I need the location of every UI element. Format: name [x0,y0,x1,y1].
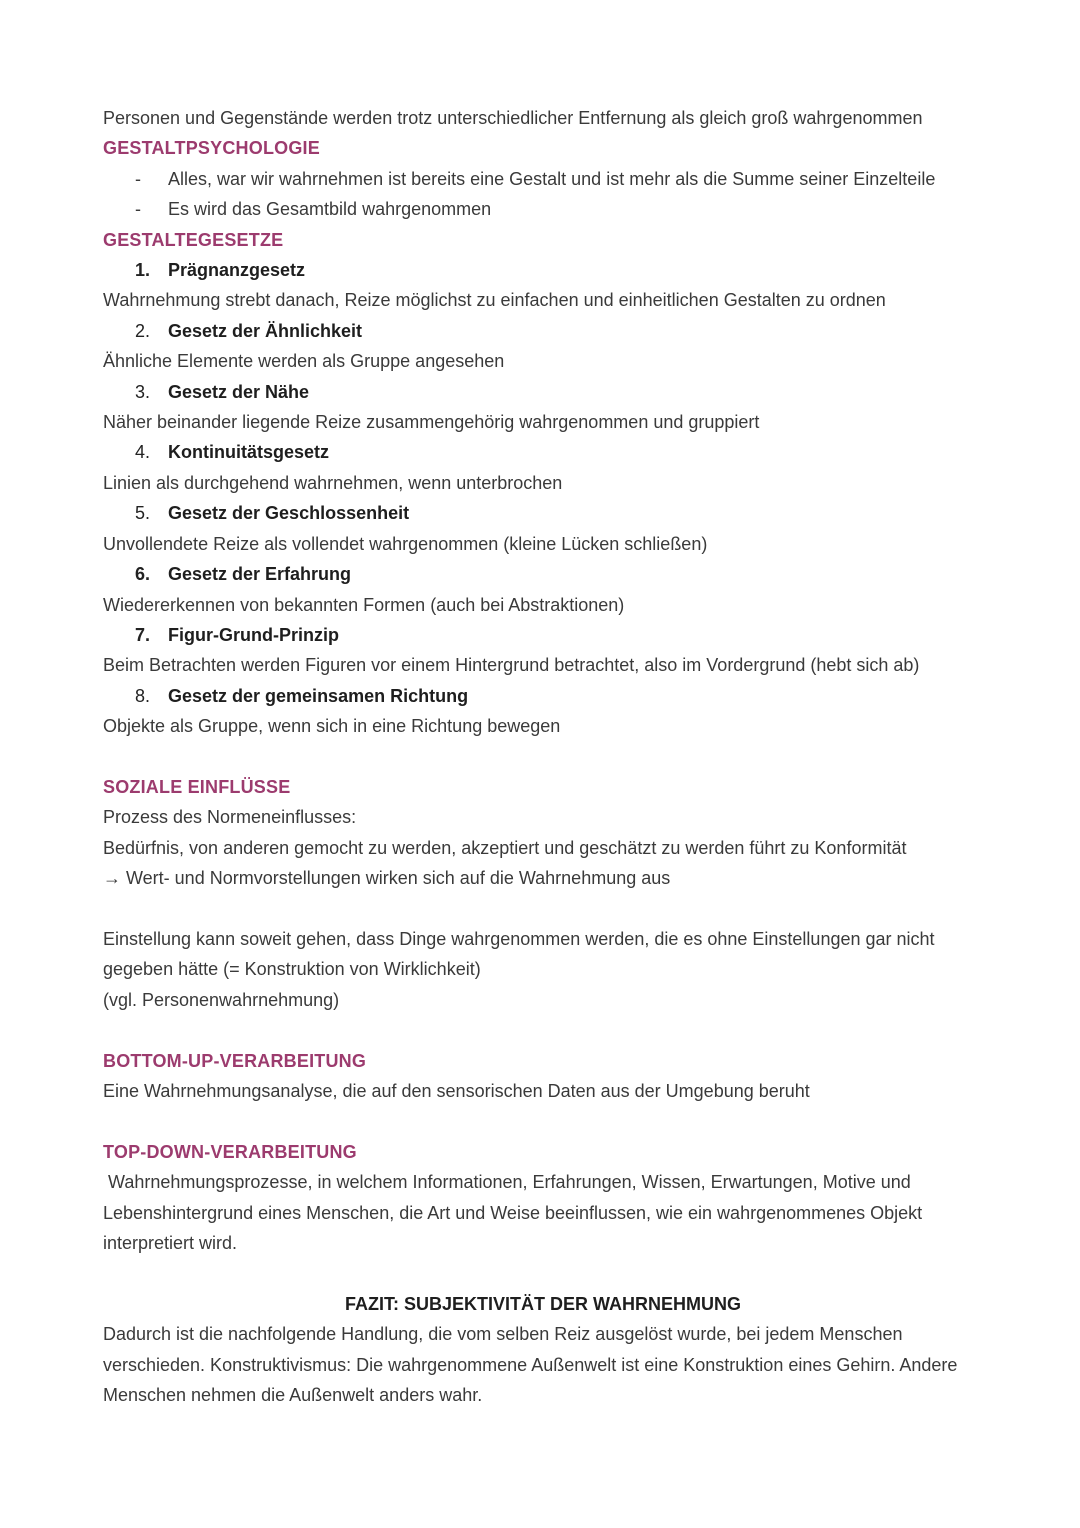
heading-gestaltpsychologie: GESTALTPSYCHOLOGIE [103,138,320,159]
paragraph: Wahrnehmungsprozesse, in welchem Informationen, Erfahrungen, Wissen, Erwartungen, Motive und Lebenshintergrund eines Menschen, die Art und Weise beeinflussen, wie ein wahrgenommenes Objekt interpretiert wird. [103,1172,928,1253]
law-title: Gesetz der Erfahrung [168,564,352,585]
bullet-text: Es wird das Gesamtbild wahrgenommen [168,199,492,220]
law-description: Objekte als Gruppe, wenn sich in eine Richtung bewegen [103,716,561,737]
bullet-text: Alles, war wir wahrnehmen ist bereits eine Gestalt und ist mehr als die Summe seiner Einzelteile [168,168,936,189]
law-number: 5. [135,503,151,524]
law-number: 4. [135,442,151,463]
law-number: 6. [135,564,151,585]
law-description: Unvollendete Reize als vollendet wahrgenommen (kleine Lücken schließen) [103,533,708,554]
heading-fazit: FAZIT: SUBJEKTIVITÄT DER WAHRNEHMUNG [345,1293,741,1314]
bullet-item [103,164,983,194]
spacer [103,1015,983,1045]
law-title: Gesetz der Geschlossenheit [168,503,410,524]
paragraph-line: (vgl. Personenwahrnehmung) [103,989,340,1010]
law-title: Gesetz der gemeinsamen Richtung [168,685,469,706]
law-description: Beim Betrachten werden Figuren vor einem Hintergrund betrachtet, also im Vordergrund (hebt sich ab) [103,655,920,676]
law-description: Näher beinander liegende Reize zusammengehörig wahrgenommen und gruppiert [103,412,760,433]
law-number: 1. [135,260,151,281]
law-item-3 [103,377,983,407]
law-number: 3. [135,381,151,402]
law-title: Gesetz der Ähnlichkeit [168,320,363,341]
law-title: Figur-Grund-Prinzip [168,624,339,645]
dash-marker: - [135,199,141,220]
paragraph: Einstellung kann soweit gehen, dass Dinge wahrgenommen werden, die es ohne Einstellungen gar nicht gegeben hätte (= Konstruktion von Wirklichkeit) [103,928,935,980]
law-number: 2. [135,320,151,341]
law-item-5 [103,498,983,528]
law-number: 7. [135,624,151,645]
spacer [103,742,983,772]
paragraph-line: → Wert- und Normvorstellungen wirken sich auf die Wahrnehmung aus [103,868,671,889]
law-description: Wiedererkennen von bekannten Formen (auch bei Abstraktionen) [103,594,625,615]
law-item-2 [103,316,983,346]
heading-top-down: TOP-DOWN-VERARBEITUNG [103,1141,357,1162]
law-title: Prägnanzgesetz [168,260,306,281]
paragraph-line: Eine Wahrnehmungsanalyse, die auf den sensorischen Daten aus der Umgebung beruht [103,1080,810,1101]
heading-gestaltgesetze: GESTALTEGESETZE [103,229,284,250]
heading-soziale-einfluesse: SOZIALE EINFLÜSSE [103,776,291,797]
law-item-7 [103,620,983,650]
law-title: Kontinuitätsgesetz [168,442,330,463]
spacer [103,1258,983,1288]
law-item-8 [103,681,983,711]
law-number: 8. [135,685,151,706]
paragraph-line: Bedürfnis, von anderen gemocht zu werden, akzeptiert und geschätzt zu werden führt zu Konformität [103,837,907,858]
law-description: Wahrnehmung strebt danach, Reize möglichst zu einfachen und einheitlichen Gestalten zu ordnen [103,290,886,311]
spacer [103,1106,983,1136]
document-page [103,103,983,1410]
intro-line: Personen und Gegenstände werden trotz unterschiedlicher Entfernung als gleich groß wahrgenommen [103,108,923,128]
law-description: Ähnliche Elemente werden als Gruppe angesehen [103,351,505,372]
law-item-6 [103,559,983,589]
paragraph: Dadurch ist die nachfolgende Handlung, die vom selben Reiz ausgelöst wurde, bei jedem Menschen verschieden. Konstruktivismus: Die wahrgenommene Außenwelt ist eine Konstruktion eines Gehirn. Andere Menschen nehmen die Außenwelt anders wahr. [103,1324,958,1405]
law-description: Linien als durchgehend wahrnehmen, wenn unterbrochen [103,472,563,493]
law-item-1 [103,255,983,285]
heading-bottom-up: BOTTOM-UP-VERARBEITUNG [103,1050,367,1071]
bullet-item [103,194,983,224]
law-item-4 [103,437,983,467]
dash-marker: - [135,168,141,189]
law-title: Gesetz der Nähe [168,381,310,402]
paragraph-line: Prozess des Normeneinflusses: [103,807,357,828]
spacer [103,894,983,924]
